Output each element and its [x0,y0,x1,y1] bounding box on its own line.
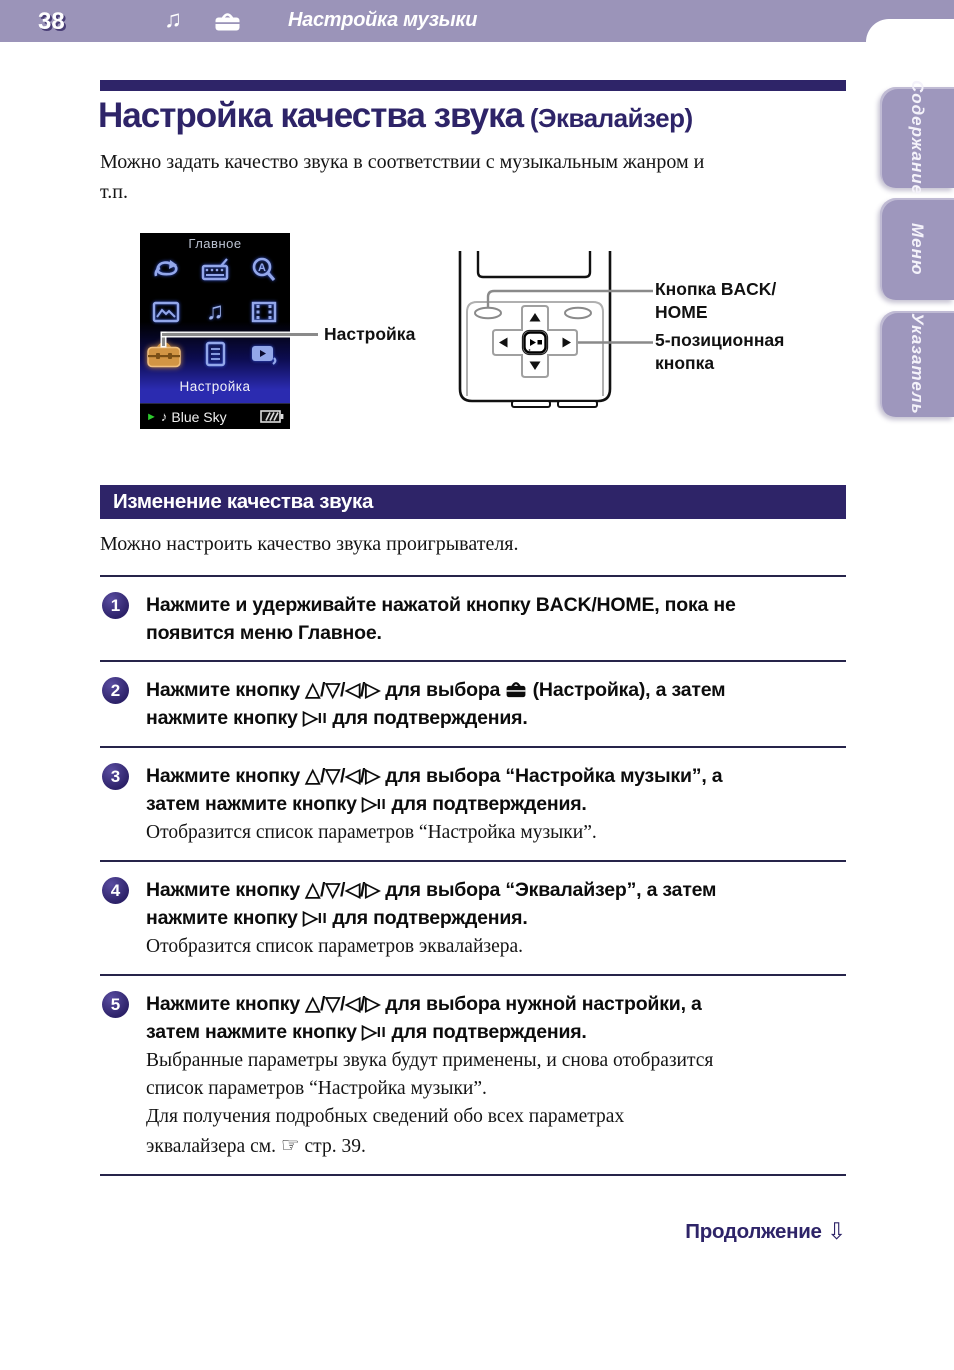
callout-line [162,333,318,336]
settings-callout-label: Настройка [324,324,416,344]
tab-menu-label: Меню [908,222,927,276]
step-result: Отобразится список параметров “Настройка музыки”. [146,822,597,843]
tab-index[interactable] [880,311,954,417]
search-icon [244,253,284,287]
figure [100,225,850,475]
continue-indicator [685,1218,846,1245]
step [100,860,846,974]
step-result: Отобразится список параметров эквалайзера. [146,936,524,957]
track-name: Blue Sky [171,408,227,425]
step-instruction: Нажмите и удерживайте нажатой кнопку BACK/HOME, пока не появится меню Главное. [146,594,736,644]
battery-icon [260,410,284,423]
tab-contents[interactable] [880,79,954,196]
step-number: 3 [102,763,129,790]
video-icon [244,295,284,329]
now-playing-icon [244,337,284,371]
toolbox-icon [214,11,241,36]
step [100,974,846,1174]
device-illustration [450,250,665,420]
step-instruction: Нажмите кнопку △/▽/◁/▷ для выбора “Эквалайзер”, а затем нажмите кнопку ▷II для подтверждения. [146,879,717,929]
tab-contents-label: Содержание [908,79,927,196]
steps-list [100,575,846,1176]
screen-status-bar [140,403,290,429]
device-screen-background [140,233,290,403]
device-screen [140,233,290,429]
page-number: 38 [38,8,65,35]
see-page-icon: ☞ [280,1133,300,1157]
music-note-icon: ♫ [164,6,182,33]
intelligent-shuffle-icon [146,253,186,287]
play-pause-icon: ▷II [302,907,328,929]
step-number: 4 [102,877,129,904]
back-home-callout-label: Кнопка BACK/ HOME [655,279,777,322]
step-instruction: Нажмите кнопку △/▽/◁/▷ для выбора “Настройка музыки”, а затем нажмите кнопку ▷II для подтверждения. [146,765,723,815]
step-instruction: Нажмите кнопку △/▽/◁/▷ для выбора нужной настройки, а затем нажмите кнопку ▷II для подтверждения. [146,993,702,1043]
header-section-title: Настройка музыки [288,9,478,31]
step-instruction: Нажмите кнопку △/▽/◁/▷ для выбора (Настройка), а затем нажмите кнопку ▷II для подтверждения. [146,679,726,729]
page-title: Настройка качества звука (Эквалайзер) [98,96,693,135]
intro-paragraph: Можно задать качество звука в соответствии с музыкальным жанром и т.п. [100,151,705,203]
music-icon: ♫ [206,298,224,325]
title-rule [100,80,846,91]
step-result: Выбранные параметры звука будут применены, и снова отобразится список параметров “Настройка музыки”. Для получения подробных сведений обо всех параметрах эквалайзера см. ☞ стр. 39. [146,1050,714,1157]
settings-toolbox-icon [505,679,527,701]
section-header: Изменение качества звука [100,485,846,519]
play-pause-icon: ▷II [302,707,328,729]
step [100,746,846,860]
photo-icon [146,295,186,329]
play-indicator-icon: ► [146,410,157,423]
section-intro: Можно настроить качество звука проигрывателя. [100,533,519,555]
step-number: 5 [102,991,129,1018]
svg-text:A: A [258,262,266,274]
continue-label: Продолжение [685,1220,822,1243]
step [100,575,846,660]
screen-title: Главное [188,236,242,251]
tab-index-label: Указатель [908,313,927,415]
screen-selected-label: Настройка [179,379,251,394]
tab-menu[interactable] [880,198,954,300]
header-curve-decoration [866,19,954,42]
down-arrow-icon: ⇩ [827,1218,846,1244]
page-header-bar [0,0,954,42]
five-way-callout-label: 5-позиционная кнопка [655,330,785,373]
note-indicator-icon: ♪ [160,409,168,424]
play-pause-icon: ▷II [362,1021,387,1043]
fm-radio-icon [195,253,235,287]
play-pause-icon: ▷II [362,793,387,815]
step-number: 1 [102,592,129,619]
playlist-icon [195,337,235,371]
step-number: 2 [102,677,129,704]
step [100,660,846,746]
